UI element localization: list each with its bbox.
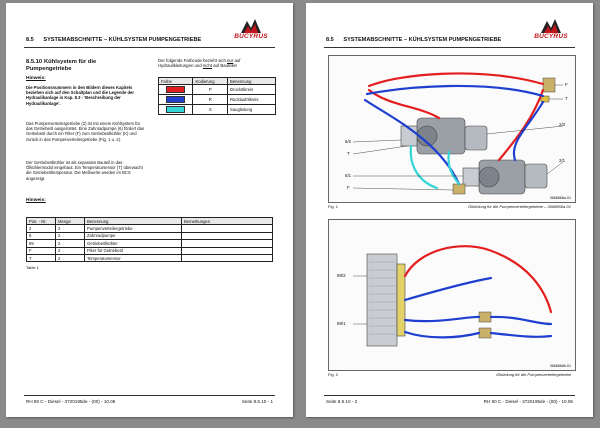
filter-lower — [453, 184, 465, 194]
table-header-row — [159, 78, 276, 85]
table-cell-note — [182, 232, 273, 239]
table-cell-note — [182, 240, 273, 247]
section-title: SYSTEMABSCHNITTE – KÜHLSYSTEM PUMPENGETRIEBE — [43, 37, 202, 43]
column-header: Benennung — [85, 218, 182, 225]
footer-divider — [324, 395, 575, 396]
document-page-left — [6, 3, 293, 417]
figure-2-caption: Ölkühlung für die Pumpenverteilergetriebe — [496, 372, 571, 377]
color-intro-emphasis: nicht — [202, 63, 212, 69]
parts-table — [26, 217, 273, 262]
color-cell — [159, 85, 193, 95]
table-caption: Table 1 — [26, 265, 39, 270]
table-row — [27, 247, 273, 254]
callout-label: T — [565, 96, 568, 101]
oil-cooler — [367, 254, 405, 346]
bucyrus-logo-icon — [541, 19, 561, 33]
column-header: Kodierung — [193, 78, 228, 85]
logo-wordmark: BUCYRUS — [234, 33, 268, 40]
connector-block — [479, 312, 491, 322]
figure-1-diagram — [328, 55, 576, 203]
callout-label: 6/2 — [345, 139, 352, 144]
table-cell-pos: 2 — [27, 225, 56, 232]
section-number: 8.5 — [26, 37, 34, 43]
color-intro-emphasis: nur — [227, 58, 234, 63]
document-page-right — [306, 3, 593, 417]
bucyrus-logo — [529, 19, 573, 47]
footer-divider — [24, 395, 275, 396]
table-row — [159, 105, 276, 115]
color-intro-part: Der folgende Farbcode bezieht sich — [158, 58, 228, 63]
column-header: Menge — [56, 218, 85, 225]
column-header: Farbe — [159, 78, 193, 85]
color-cell — [159, 95, 193, 105]
callout-label: 2/2 — [559, 122, 566, 127]
hint-label-2: Hinweis: — [26, 198, 46, 203]
color-intro-part: auf Hydraulikleitungen und — [158, 58, 241, 69]
table-cell-note — [182, 254, 273, 261]
header-divider — [24, 47, 275, 48]
table-cell-name: Pumpenverteilergetriebe — [85, 225, 182, 232]
hint-text: Die Positionsnummern in den Bildern dieses Kapitels beziehen sich auf den Schaltplan und die Legende der Hydraulikanlage in Kap. 8.3 - 'Beschreibung der Hydraulikanlage'. — [26, 85, 134, 106]
footer-page-number: Seite 8.5.10 - 1 — [241, 399, 273, 404]
table-cell-qty: 2 — [56, 225, 85, 232]
color-swatch-pressure — [166, 86, 185, 93]
table-row — [27, 254, 273, 261]
figure-2-number: Fig. 2 — [328, 372, 339, 377]
gearbox-lower — [463, 160, 547, 194]
footer-document-id: RH 90 C - Diesel - 3720195de - (00) - 10.06 — [26, 399, 116, 404]
figure-code: 3668868a-01 — [549, 196, 571, 200]
code-cell: P — [193, 85, 228, 95]
section-number: 8.5 — [326, 37, 334, 43]
logo-wordmark: BUCYRUS — [534, 33, 568, 40]
figure-1-illustration — [329, 56, 575, 202]
table-cell-name: Zahnradpumpe — [85, 232, 182, 239]
table-cell-note — [182, 225, 273, 232]
color-code-intro — [158, 58, 276, 69]
footer-page-number: Seite 8.5.10 - 2 — [326, 399, 358, 404]
table-cell-note — [182, 247, 273, 254]
figure-2-illustration — [329, 220, 575, 370]
callout-label: 6/1 — [345, 173, 352, 178]
callout-label: 2/1 — [559, 158, 566, 163]
color-cell — [159, 105, 193, 115]
bucyrus-logo-icon — [241, 19, 261, 33]
column-header: Bemerkungen — [182, 218, 273, 225]
body-paragraph-2: Der Getriebeölkühler ist als separates Bauteil in das Ölkühlermodul eingebaut. Ein Temperatursensor (T) überwacht die Getriebeöltemperatur. Die Meßwerte werden im BCS angezeigt. — [26, 160, 143, 181]
table-cell-name: Getriebeölkühler — [85, 240, 182, 247]
callout-label: F — [347, 185, 350, 190]
section-title: SYSTEMABSCHNITTE – KÜHLSYSTEM PUMPENGETRIEBE — [343, 37, 502, 43]
page-header — [326, 37, 501, 43]
name-cell: Saugleitung — [228, 105, 276, 115]
color-intro-part: auf Bauteile! — [212, 63, 238, 69]
page-header — [26, 37, 201, 43]
gearbox-upper — [401, 118, 487, 154]
table-cell-pos: T — [27, 254, 56, 261]
connector-block — [479, 328, 491, 338]
code-cell: R — [193, 95, 228, 105]
callout-label: F — [565, 82, 568, 87]
table-cell-pos: F — [27, 247, 56, 254]
figure-1-caption: Ölkühlung für die Pumpenverteilergetriebe – 3668868a-01 — [468, 204, 571, 209]
table-cell-name: Temperatursensor — [85, 254, 182, 261]
table-row — [159, 85, 276, 95]
subsection-heading — [26, 59, 136, 73]
callout-label: 89/1 — [337, 321, 346, 326]
body-paragraph-1: Das Pumpenverteilergetriebe (2) ist mit einem Kühlsystem für das Getriebeöl ausgerüstet. Eine Zahnradpumpe (6) fördert das Getriebeöl durch ein Filter (F) zum Getriebeölkühler (K) und zurück in das Pumpenverteilergetriebe (Fig. 1 u. 2). — [26, 121, 145, 142]
figure-2-diagram — [328, 219, 576, 371]
table-row — [159, 95, 276, 105]
table-header-row — [27, 218, 273, 225]
figure-code: 3668868b-01 — [549, 364, 571, 368]
column-header: Pos. - Nr. — [27, 218, 56, 225]
table-cell-pos: 6 — [27, 232, 56, 239]
name-cell: Druckölkreis — [228, 85, 276, 95]
color-swatch-suction — [166, 106, 185, 113]
figure-1-number: Fig. 1 — [328, 204, 339, 209]
hint-label: Hinweis: — [26, 76, 46, 81]
bucyrus-logo — [229, 19, 273, 47]
footer-document-id: RH 90 C - Diesel - 3720195de - (00) - 10.06 — [483, 399, 573, 404]
color-code-table — [158, 77, 276, 115]
table-cell-qty: 2 — [56, 232, 85, 239]
table-row — [27, 225, 273, 232]
color-swatch-return — [166, 96, 185, 103]
code-cell: S — [193, 105, 228, 115]
table-cell-pos: 89 — [27, 240, 56, 247]
table-cell-qty: 2 — [56, 247, 85, 254]
filter-upper — [543, 78, 555, 92]
header-divider — [324, 47, 575, 48]
table-cell-name: Filter für Getriebeöl — [85, 247, 182, 254]
table-cell-qty: 2 — [56, 240, 85, 247]
table-row — [27, 240, 273, 247]
callout-label: 89/2 — [337, 273, 346, 278]
callout-label: T — [347, 151, 350, 156]
table-cell-qty: 2 — [56, 254, 85, 261]
name-cell: Rücklaufölkreis — [228, 95, 276, 105]
subsection-number: 8.5.10 — [26, 59, 43, 65]
table-row — [27, 232, 273, 239]
column-header: Benennung — [228, 78, 276, 85]
subsection-title: Kühlsystem für die Pumpengetriebe — [26, 59, 97, 72]
